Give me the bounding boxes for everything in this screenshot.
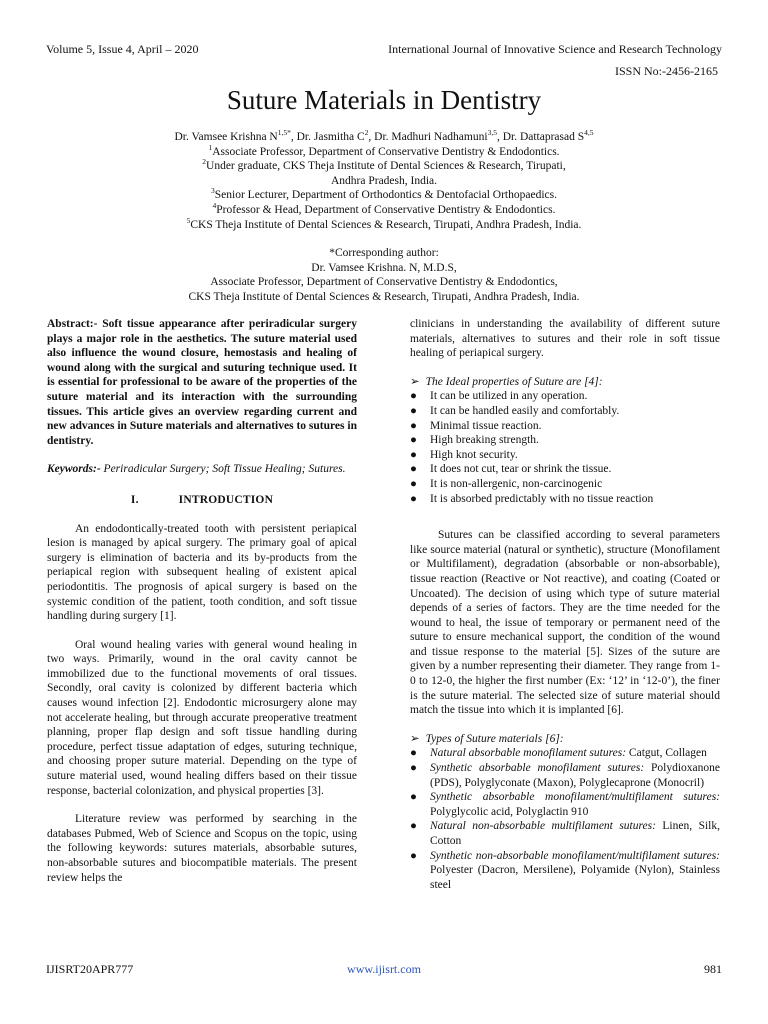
affiliation: $^3$Senior Lecturer, Department of Orthodontics & Dentofacial Orthopaedics. xyxy=(211,186,557,202)
page-number: 981 xyxy=(704,962,722,976)
list-item: ● High knot security. xyxy=(410,448,518,461)
bullet-icon: ● xyxy=(410,849,417,862)
affiliation: $^5$CKS Theja Institute of Dental Sciences & Research, Tirupati, Andhra Pradesh, India. xyxy=(186,215,582,231)
front-matter xyxy=(60,130,708,305)
bullet-icon: ● xyxy=(410,492,417,505)
bullet-icon: ● xyxy=(410,390,417,403)
abstract: Abstract:- Soft tissue appearance after periradicular surgery plays a major role in the aesthetics. The suture material used also influence the wound closure, hemostasis and healing of wound along with the surgical and suturing technique used. It is essential for professional to be aware of the properties of the suture material and its interaction with the surrounding tissues. This article gives an overview regarding current and new advances in Suture materials and alternatives to sutures in dentistry. xyxy=(47,318,357,447)
issn: ISSN No:-2456-2165 xyxy=(614,64,718,78)
author-name: , Dr. Dattaprasad S xyxy=(496,131,585,143)
article-code: IJISRT20APR777 xyxy=(46,962,134,976)
affiliation: $^4$Professor & Head, Department of Conservative Dentistry & Endodontics. xyxy=(212,201,556,216)
author-affil: 1,5* xyxy=(277,128,291,138)
bullet-icon: ● xyxy=(410,762,417,775)
list-item: ● Synthetic absorbable monofilament/multifilament sutures: Polyglycolic acid, Polyglactin 910 xyxy=(410,791,720,818)
author-name: , Dr. Madhuri Nadhamuni xyxy=(368,131,488,143)
paragraph: Sutures can be classified according to several parameters like source material (natural or synthetic), structure (Monofilament or Multifilament), degradation (absorbable or non-absorbable), tissue reaction (Reactive or Not reactive), and coating (Coated or Uncoated). The decision of using which type of suture material depends of a series of factors. They are the time needed for the wound to heal, the issue of temporary or permanent need of the suture to ensure mechanical support, the condition of the wound and tissue response to the material [5]. Sizes of the suture are given by a number representing their diameter. They range from 1-0 to 12-0, the higher the first number (Ex: ‘12’ in ‘12-0’), the finer is the suture material. The selected size of suture material should match the tissue into which it is implanted [6]. xyxy=(410,529,720,717)
affiliation: $^1$Associate Professor, Department of Conservative Dentistry & Endodontics. xyxy=(208,142,560,158)
bullet-icon: ● xyxy=(410,448,417,461)
affiliation: $^2$Under graduate, CKS Theja Institute of Dental Sciences & Research, Tirupati, xyxy=(202,157,566,173)
keywords: Keywords:- Periradicular Surgery; Soft Tissue Healing; Sutures. xyxy=(47,463,346,476)
list-item: ● Minimal tissue reaction. xyxy=(410,419,542,432)
paper-title: Suture Materials in Dentistry xyxy=(226,85,542,115)
bullet-icon: ● xyxy=(410,820,417,833)
author-line xyxy=(60,130,708,145)
paragraph: Oral wound healing varies with general wound healing in two ways. Primarily, wound in the oral cavity cannot be immobilized due to the functional movements of oral tissues. Secondly, oral cavity is colonized by different bacteria which causes wound infection [2]. Endodontic microsurgery alone may not accelerate healing, but through accurate preoperative treatment planning, proper flap design and soft tissue handling during procedure, perfect tissue adaptation of edges, suturing technique, and choosing proper suture material. Depending on the type of suture material used, wound healing differs based on their tissue response, bacterial colonization, and physical properties [3]. xyxy=(47,638,357,797)
author-affil: 4,5 xyxy=(584,128,594,138)
bullet-icon: ● xyxy=(410,434,417,447)
ideal-properties-list xyxy=(410,389,720,506)
bullet-icon: ● xyxy=(410,747,417,760)
list-item: ● It can be utilized in any operation. xyxy=(410,390,588,403)
list-item: ● It does not cut, tear or shrink the tissue. xyxy=(410,463,612,476)
list-item: ● High breaking strength. xyxy=(410,434,539,447)
list-item: ● Natural non-absorbable multifilament sutures: Linen, Silk, Cotton xyxy=(410,820,720,847)
journal-url-link[interactable]: www.ijisrt.com xyxy=(347,962,421,976)
bullet-icon: ● xyxy=(410,404,417,417)
list-item: ● Synthetic absorbable monofilament sutures: Polydioxanone (PDS), Polyglyconate (Maxon), Polyglecaprone (Monocril) xyxy=(410,762,720,789)
paragraph: clinicians in understanding the availability of different suture materials, alternatives to sutures and their role in soft tissue healing of periapical surgery. xyxy=(410,318,720,360)
author-affil: 2 xyxy=(364,128,369,138)
bullet-icon: ● xyxy=(410,419,417,432)
types-heading: ➢ Types of Suture materials [6]: xyxy=(410,732,564,745)
types-list xyxy=(410,746,720,892)
bullet-icon: ● xyxy=(410,477,417,490)
list-item: ● It is non-allergenic, non-carcinogenic xyxy=(410,477,603,490)
section-heading: I. INTRODUCTION xyxy=(130,493,274,506)
list-item: ● Natural absorbable monofilament sutures: Catgut, Collagen xyxy=(410,747,707,760)
author-affil: 3,5 xyxy=(487,128,497,138)
arrow-bullet-icon: ➢ xyxy=(410,375,420,388)
paragraph: An endodontically-treated tooth with persistent periapical lesion is managed by apical surgery. The primary goal of apical surgery is elimination of bacteria and its by-products from the periapical region with subsequent healing of existent apical periodontitis. The prognosis of apical surgery is based on the systemic condition of the patient, tooth condition, and soft tissue handling during surgery [1]. xyxy=(47,522,357,623)
journal-name: International Journal of Innovative Science and Research Technology xyxy=(388,42,722,56)
corresponding-author: *Corresponding author: Dr. Vamsee Krishna. N, M.D.S, Associate Professor, Department of Conservative Dentistry & Endodontics, CKS Theja Institute of Dental Sciences & Research, Tirupati, Andhra Pradesh, India. xyxy=(188,247,580,303)
bullet-icon: ● xyxy=(410,463,417,476)
author-name: Dr. Vamsee Krishna N xyxy=(174,131,278,143)
author-name: , Dr. Jasmitha C xyxy=(290,131,365,143)
list-item: ● It can be handled easily and comfortably. xyxy=(410,404,620,417)
affiliation: Andhra Pradesh, India. xyxy=(330,174,438,187)
list-item: ● Synthetic non-absorbable monofilament/multifilament sutures: Polyester (Dacron, Mersilene), Polyamide (Nylon), Stainless steel xyxy=(410,849,720,891)
right-column xyxy=(410,317,720,892)
paragraph: Literature review was performed by searching in the databases Pubmed, Web of Science and Scopus on the topic, using the following keywords: sutures materials, absorbable sutures, non-absorbable sutures and biocompatible materials. The present review helps the xyxy=(47,813,357,884)
bullet-icon: ● xyxy=(410,791,417,804)
arrow-bullet-icon: ➢ xyxy=(410,732,420,745)
ideal-properties-heading: ➢ The Ideal properties of Suture are [4]: xyxy=(410,375,603,388)
list-item: ● It is absorbed predictably with no tissue reaction xyxy=(410,492,654,505)
volume-issue: Volume 5, Issue 4, April – 2020 xyxy=(46,42,199,56)
left-column xyxy=(47,317,357,885)
